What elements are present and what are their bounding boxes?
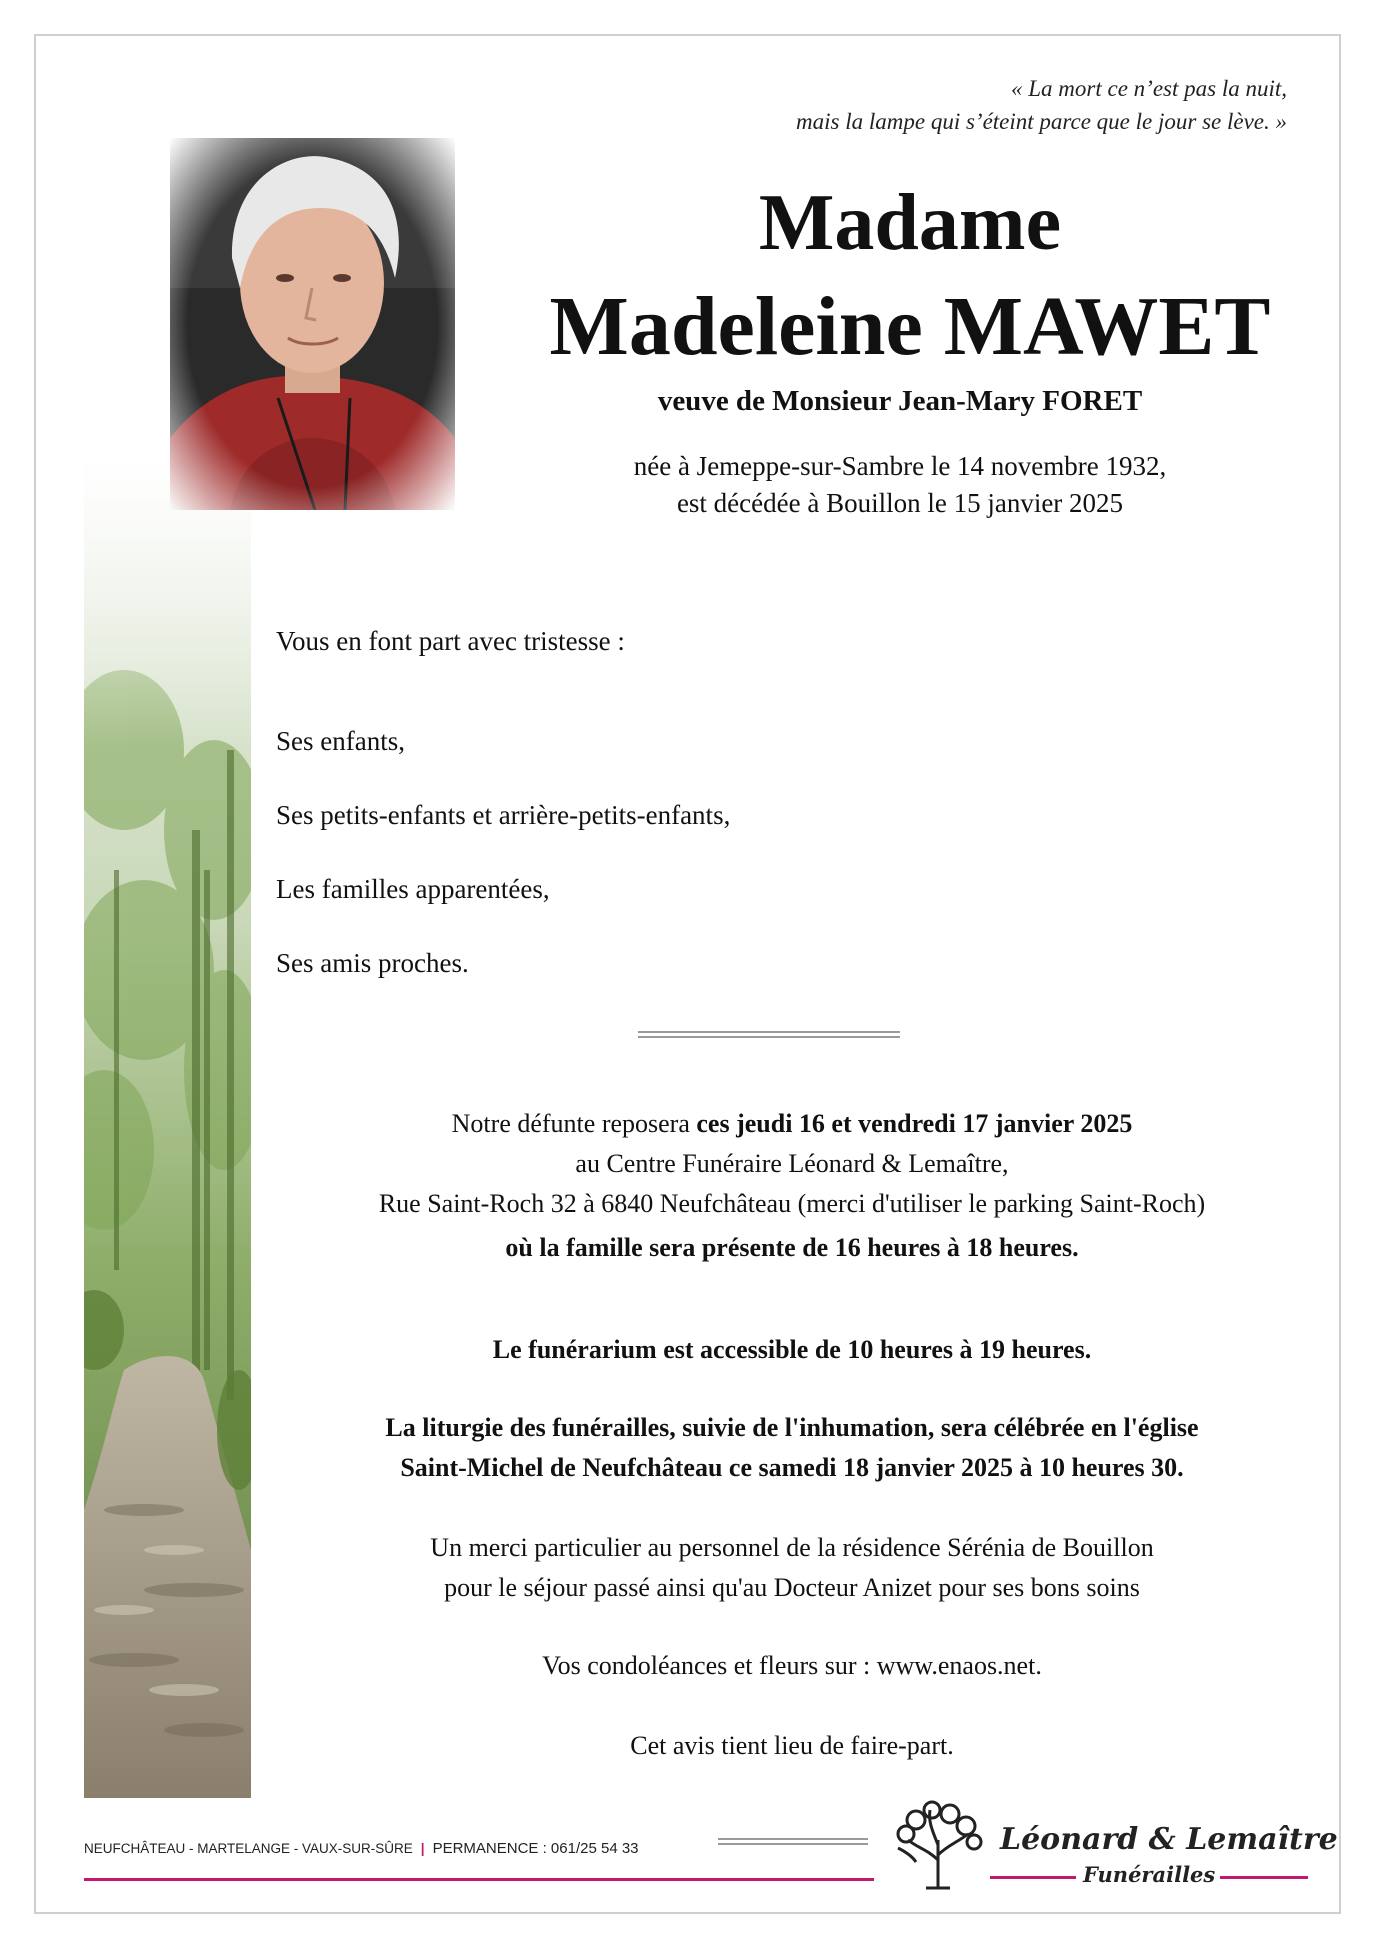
funerarium-hours: Le funérarium est accessible de 10 heures à 19 heures. — [492, 1335, 1092, 1364]
widow-of-line: veuve de Monsieur Jean-Mary FORET — [657, 385, 1143, 417]
footer-locations: NEUFCHÂTEAU - MARTELANGE - VAUX-SUR-SÛRE — [84, 1841, 413, 1856]
footer-permanence: PERMANENCE : 061/25 54 33 — [432, 1840, 639, 1857]
epigraph-quote — [487, 72, 1287, 138]
birth-death-dates — [540, 448, 1260, 522]
viewing-address: Rue Saint-Roch 32 à 6840 Neufchâteau (merci d'utiliser le parking Saint-Roch) — [378, 1189, 1206, 1218]
viewing-prefix: Notre défunte reposera — [451, 1109, 697, 1138]
tree-logo-icon — [888, 1800, 988, 1890]
notice-statement: Cet avis tient lieu de faire-part. — [630, 1731, 954, 1760]
viewing-dates: ces jeudi 16 et vendredi 17 janvier 2025 — [696, 1109, 1133, 1138]
portrait-photo — [170, 138, 455, 510]
liturgy-line-2: Saint-Michel de Neufchâteau ce samedi 18 janvier 2025 à 10 heures 30. — [400, 1453, 1184, 1482]
thanks-line-1: Un merci particulier au personnel de la résidence Sérénia de Bouillon — [430, 1533, 1154, 1562]
quote-line-1: « La mort ce n’est pas la nuit, — [1011, 76, 1287, 101]
liturgy-details — [276, 1408, 1308, 1488]
viewing-details — [276, 1104, 1308, 1268]
thanks-message — [276, 1528, 1308, 1608]
footer-info — [84, 1840, 639, 1857]
family-item-grandchildren: Ses petits-enfants et arrière-petits-enfants, — [276, 800, 731, 830]
quote-line-2: mais la lampe qui s’éteint parce que le jour se lève. » — [796, 109, 1287, 134]
footer-separator: | — [420, 1841, 425, 1856]
death-line: est décédée à Bouillon le 15 janvier 2025 — [676, 488, 1124, 518]
viewing-dates-line — [276, 1104, 1308, 1144]
birth-line: née à Jemeppe-sur-Sambre le 14 novembre 1932, — [633, 451, 1167, 481]
brand-accent-right — [1220, 1876, 1308, 1879]
family-item-children: Ses enfants, — [276, 726, 405, 756]
title-honorific: Madame — [758, 179, 1062, 267]
brand-name: Léonard & Lemaître — [1000, 1822, 1338, 1857]
deceased-name: Madeleine MAWET — [549, 280, 1271, 373]
forest-path-image — [84, 450, 251, 1798]
announcement-intro: Vous en font part avec tristesse : — [276, 626, 625, 656]
family-presence-hours: où la famille sera présente de 16 heures à 18 heures. — [505, 1233, 1079, 1262]
family-item-relatives: Les familles apparentées, — [276, 874, 550, 904]
section-divider — [638, 1031, 900, 1038]
viewing-venue: au Centre Funéraire Léonard & Lemaître, — [575, 1149, 1009, 1178]
condolences-link[interactable]: Vos condoléances et fleurs sur : www.enaos.net. — [542, 1651, 1042, 1680]
brand-accent-left — [990, 1876, 1076, 1879]
liturgy-line-1: La liturgie des funérailles, suivie de l'inhumation, sera célébrée en l'église — [385, 1413, 1199, 1442]
thanks-line-2: pour le séjour passé ainsi qu'au Docteur Anizet pour ses bons soins — [444, 1573, 1140, 1602]
footer-double-rule — [718, 1838, 868, 1845]
footer-accent-line — [84, 1878, 874, 1881]
brand-subtitle: Funérailles — [1083, 1862, 1216, 1887]
family-item-friends: Ses amis proches. — [276, 948, 469, 978]
